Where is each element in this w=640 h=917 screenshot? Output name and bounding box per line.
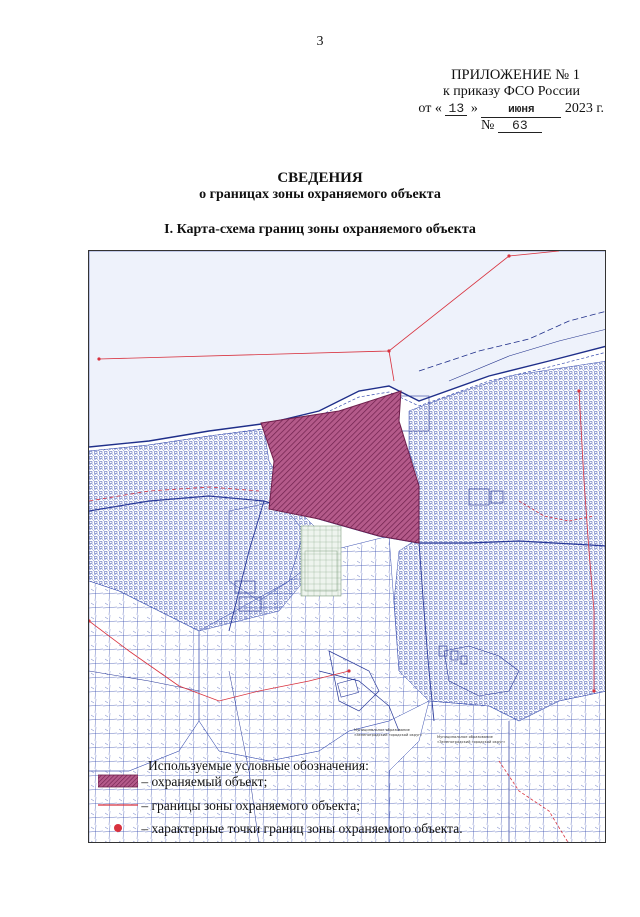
handwritten-month: июня: [481, 104, 561, 118]
map-scheme: [88, 250, 606, 843]
date-prefix: от «: [418, 101, 442, 116]
section-title: I. Карта-схема границ зоны охраняемого объекта: [164, 222, 476, 237]
map-label-municipality-2b: «Зеленоградский городской округ»: [437, 740, 506, 744]
handwritten-number: 63: [498, 119, 542, 133]
number-prefix: №: [481, 118, 495, 133]
map-label-municipality-2a: Муниципальное образование: [437, 735, 493, 739]
legend-item-boundary-points: [98, 821, 463, 839]
handwritten-day: 13: [445, 102, 467, 116]
appendix-number-line: [481, 118, 542, 134]
appendix-date-line: [418, 101, 604, 118]
legend-title: Используемые условные обозначения:: [148, 758, 369, 773]
map-label-municipality-1a: Муниципальное образование: [354, 728, 410, 732]
document-heading: СВЕДЕНИЯ: [277, 170, 363, 186]
appendix-title: ПРИЛОЖЕНИЕ № 1: [451, 67, 580, 83]
built-up-east: [394, 361, 606, 721]
legend-text-protected-object: – охраняемый объект;: [141, 774, 268, 790]
page-number: 3: [316, 34, 324, 49]
legend-item-zone-boundary: [98, 798, 360, 816]
map-drawing: [89, 251, 606, 843]
map-label-municipality-1b: «Зеленоградский городской округ»: [354, 733, 423, 737]
hatched-area-icon: [98, 774, 138, 792]
red-line-icon: [98, 798, 138, 816]
legend-item-protected-object: [98, 774, 267, 792]
green-plot: [301, 526, 341, 596]
appendix-order-line: к приказу ФСО России: [442, 84, 580, 99]
date-suffix: 2023 г.: [564, 101, 604, 116]
red-dot-icon: [98, 821, 138, 839]
legend-text-zone-boundary: – границы зоны охраняемого объекта;: [141, 798, 360, 814]
legend-text-boundary-points: – характерные точки границ зоны охраняемого объекта.: [141, 821, 463, 837]
date-mid: »: [470, 101, 478, 116]
document-subheading: о границах зоны охраняемого объекта: [199, 187, 441, 202]
